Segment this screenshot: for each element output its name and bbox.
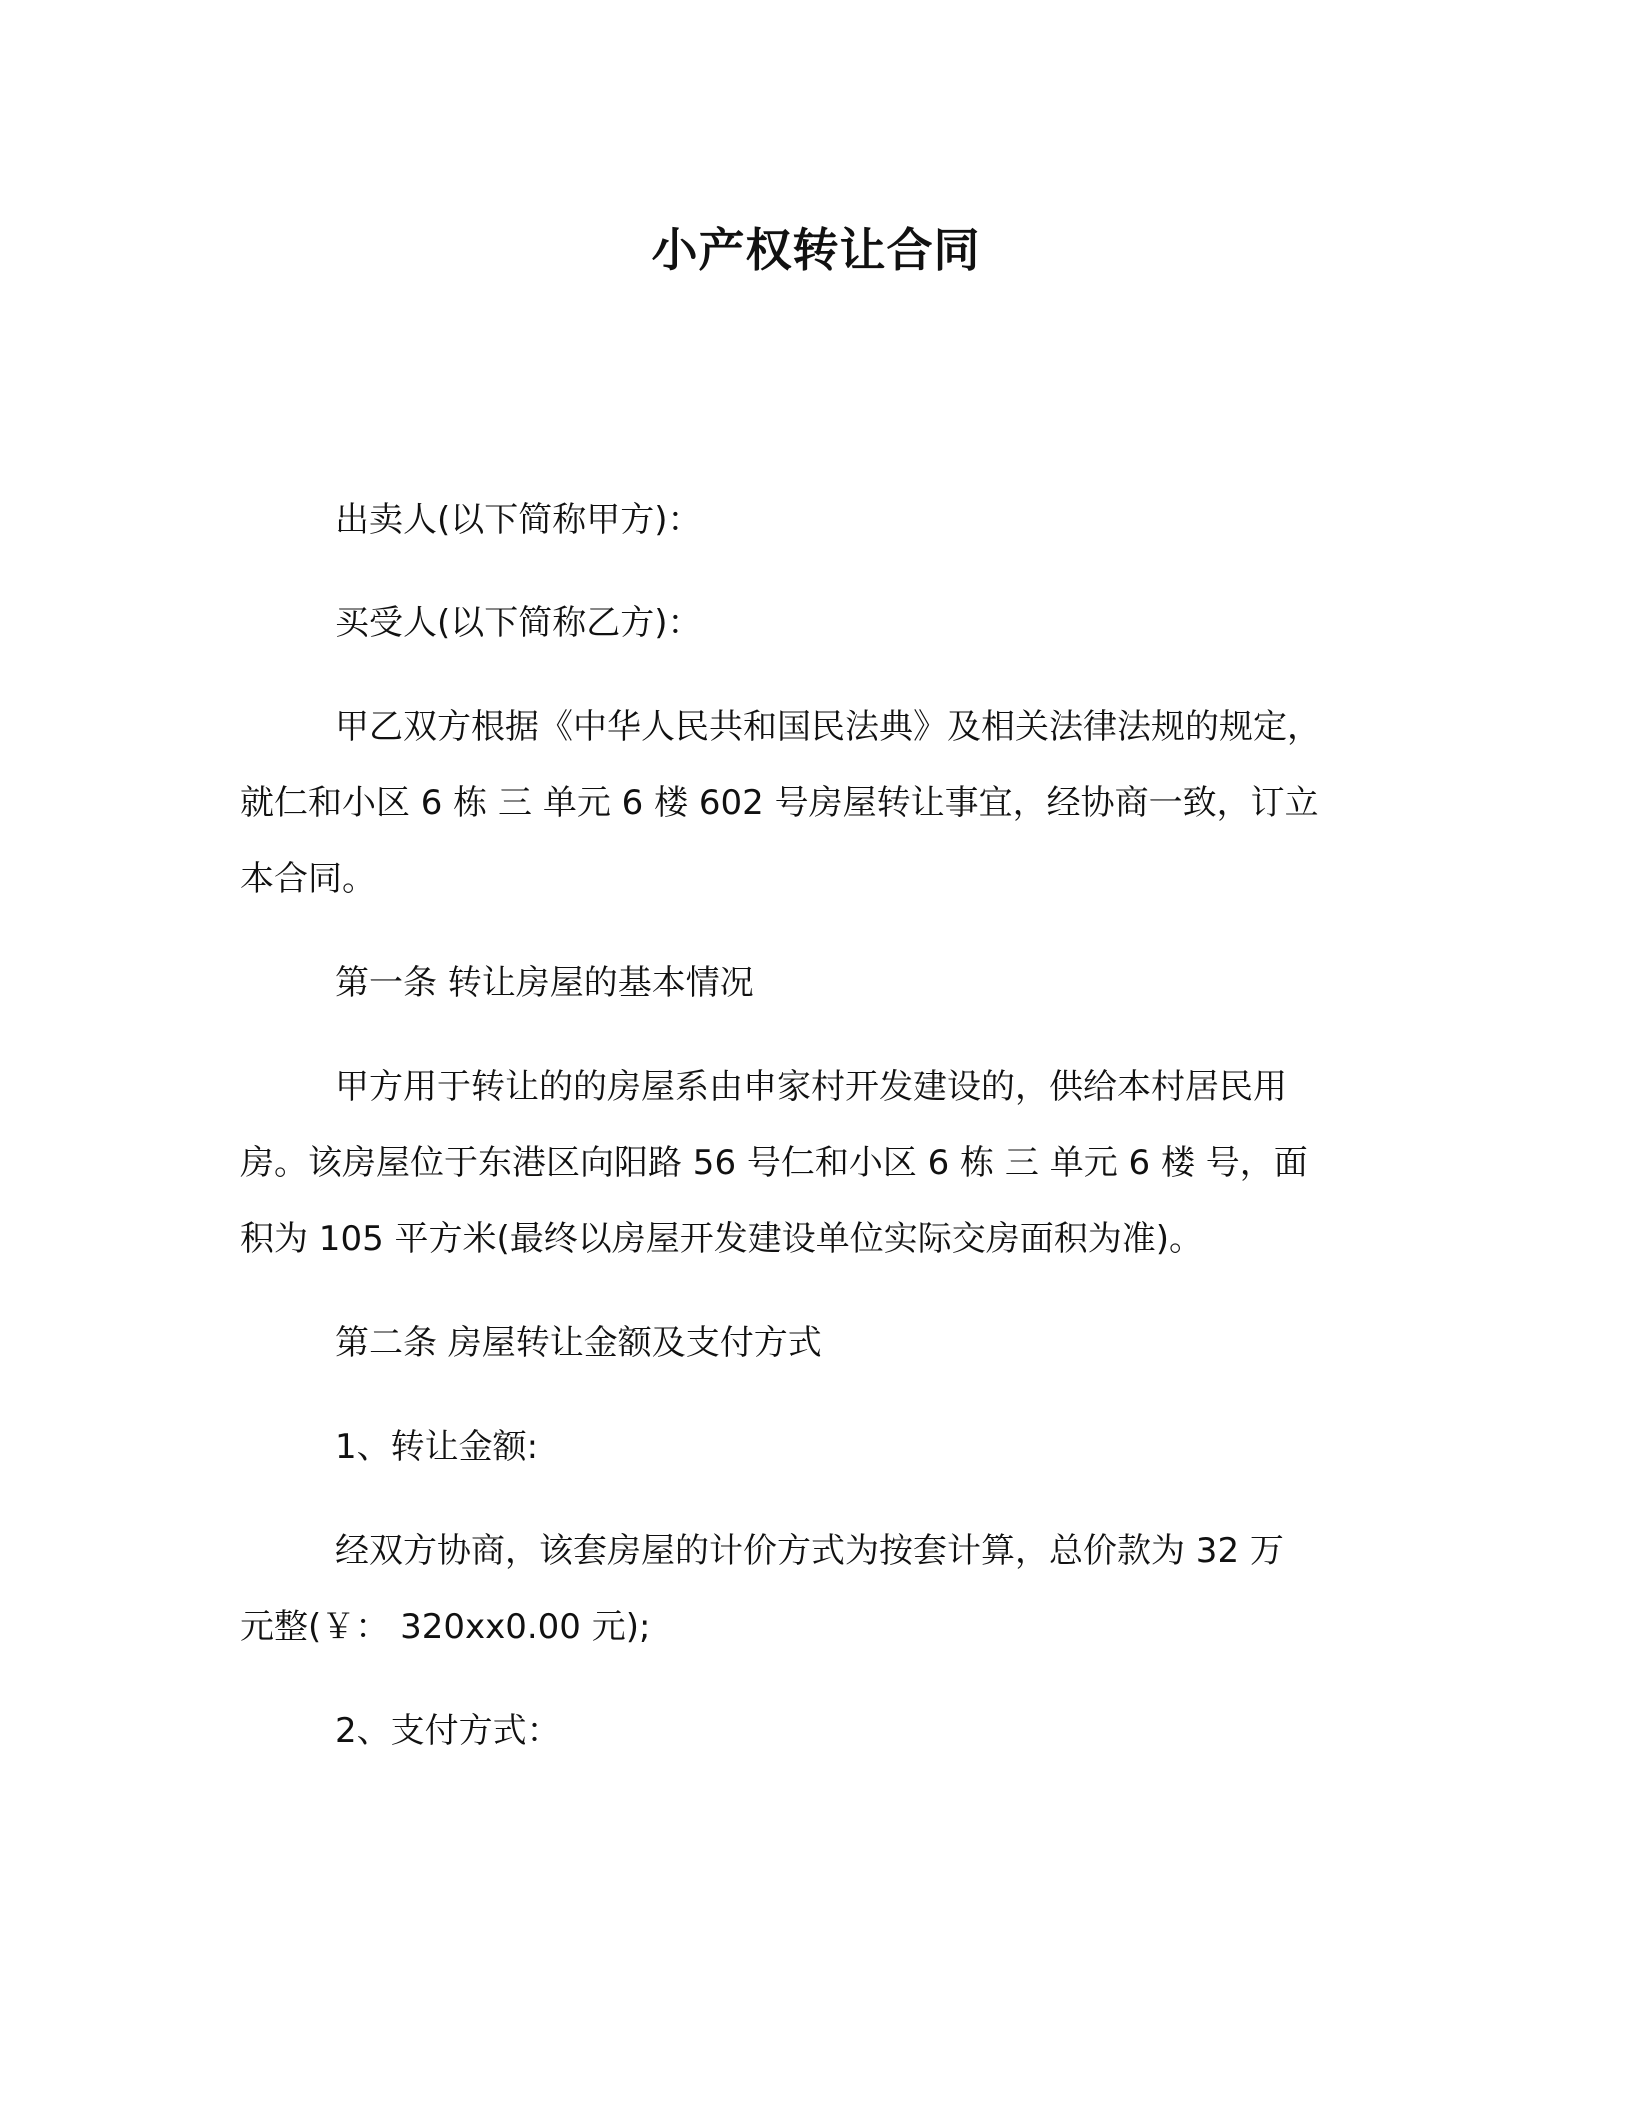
buyer-line: 买受人(以下简称乙方)： (335, 603, 702, 643)
preamble-line-1: 甲乙双方根据《中华人民共和国民法典》及相关法律法规的规定， (335, 707, 1321, 747)
clause-2-heading: 2、支付方式： (335, 1711, 561, 1751)
article-1-line-3: 积为 105 平方米(最终以房屋开发建设单位实际交房面积为准)。 (240, 1219, 1204, 1259)
article-2-heading: 第二条 房屋转让金额及支付方式 (335, 1323, 822, 1363)
article-1-line-1: 甲方用于转让的的房屋系由申家村开发建设的，供给本村居民用 (335, 1067, 1287, 1107)
preamble-line-3: 本合同。 (240, 859, 376, 899)
article-1-heading: 第一条 转让房屋的基本情况 (335, 963, 754, 1003)
clause-1-heading: 1、转让金额: (335, 1427, 539, 1467)
document-title: 小产权转让合同 (651, 223, 981, 277)
article-1-line-2: 房。该房屋位于东港区向阳路 56 号仁和小区 6 栋 三 单元 6 楼 号，面 (240, 1143, 1308, 1183)
seller-line: 出卖人(以下简称甲方)： (335, 500, 702, 540)
preamble-line-2: 就仁和小区 6 栋 三 单元 6 楼 602 号房屋转让事宜，经协商一致，订立 (240, 783, 1319, 823)
clause-1-line-1: 经双方协商，该套房屋的计价方式为按套计算，总价款为 32 万 (335, 1531, 1284, 1571)
clause-1-line-2: 元整(￥： 320xx0.00 元); (240, 1607, 651, 1647)
